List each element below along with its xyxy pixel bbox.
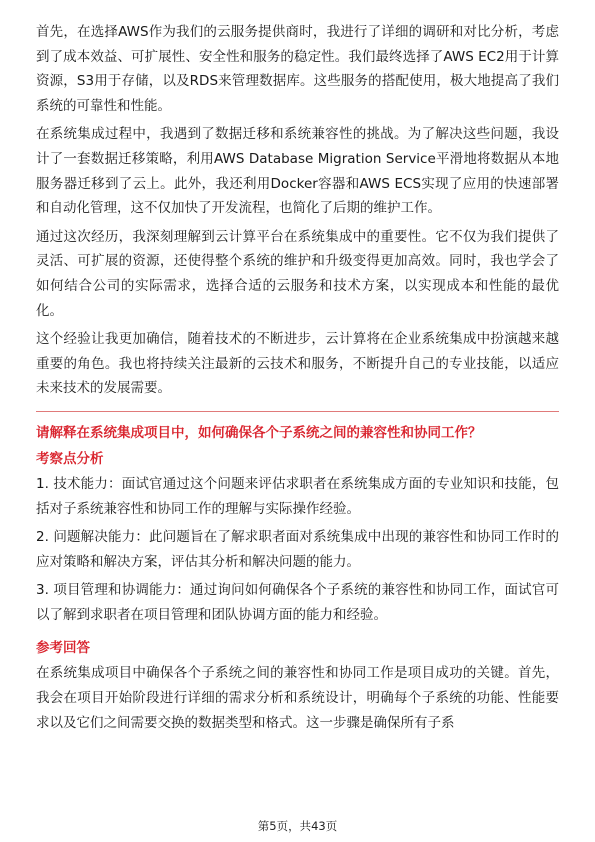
answer-paragraph: 在系统集成项目中确保各个子系统之间的兼容性和协同工作是项目成功的关键。首先，我会在项目开始阶段进行详细的需求分析和系统设计，明确每个子系统的功能、性能要求以及它们之间需要交换的数据类型和格式。这一步骤是确保所有子系 xyxy=(36,665,559,731)
body-paragraph: 这个经验让我更加确信，随着技术的不断进步，云计算将在企业系统集成中扮演越来越重要的角色。我也将持续关注最新的云技术和服务，不断提升自己的专业技能，以适应未来技术的发展需要。 xyxy=(36,331,559,397)
interview-question: 请解释在系统集成项目中，如何确保各个子系统之间的兼容性和协同工作？ xyxy=(36,424,482,441)
page-footer: 第5页，共43页 xyxy=(257,819,338,833)
section-divider xyxy=(36,411,559,412)
analysis-heading: 考察点分析 xyxy=(36,450,104,467)
analysis-item: 2. 问题解决能力：此问题旨在了解求职者面对系统集成中出现的兼容性和协同工作时的应对策略和解决方案，评估其分析和解决问题的能力。 xyxy=(36,529,559,570)
body-paragraph: 在系统集成过程中，我遇到了数据迁移和系统兼容性的挑战。为了解决这些问题，我设计了一套数据迁移策略，利用AWS Database Migration Service平滑地将数据从本地服务器迁移到了云上。此外，我还利用Docker容器和AWS ECS实现了应用的快速部署和自动化管理，这不仅加快了开发流程，也简化了后期的维护工作。 xyxy=(36,126,559,217)
analysis-item: 3. 项目管理和协调能力：通过询问如何确保各个子系统的兼容性和协同工作，面试官可以了解到求职者在项目管理和团队协调方面的能力和经验。 xyxy=(36,582,559,623)
body-paragraph: 首先，在选择AWS作为我们的云服务提供商时，我进行了详细的调研和对比分析，考虑到了成本效益、可扩展性、安全性和服务的稳定性。我们最终选择了AWS EC2用于计算资源，S3用于存储，以及RDS来管理数据库。这些服务的搭配使用，极大地提高了我们系统的可靠性和性能。 xyxy=(36,24,559,114)
analysis-item: 1. 技术能力：面试官通过这个问题来评估求职者在系统集成方面的专业知识和技能，包括对子系统兼容性和协同工作的理解与实际操作经验。 xyxy=(36,475,559,517)
body-paragraph: 通过这次经历，我深刻理解到云计算平台在系统集成中的重要性。它不仅为我们提供了灵活、可扩展的资源，还使得整个系统的维护和升级变得更加高效。同时，我也学会了如何结合公司的实际需求，选择合适的云服务和技术方案，以实现成本和性能的最优化。 xyxy=(36,228,559,319)
page-content xyxy=(36,20,559,735)
answer-heading: 参考回答 xyxy=(36,640,90,657)
